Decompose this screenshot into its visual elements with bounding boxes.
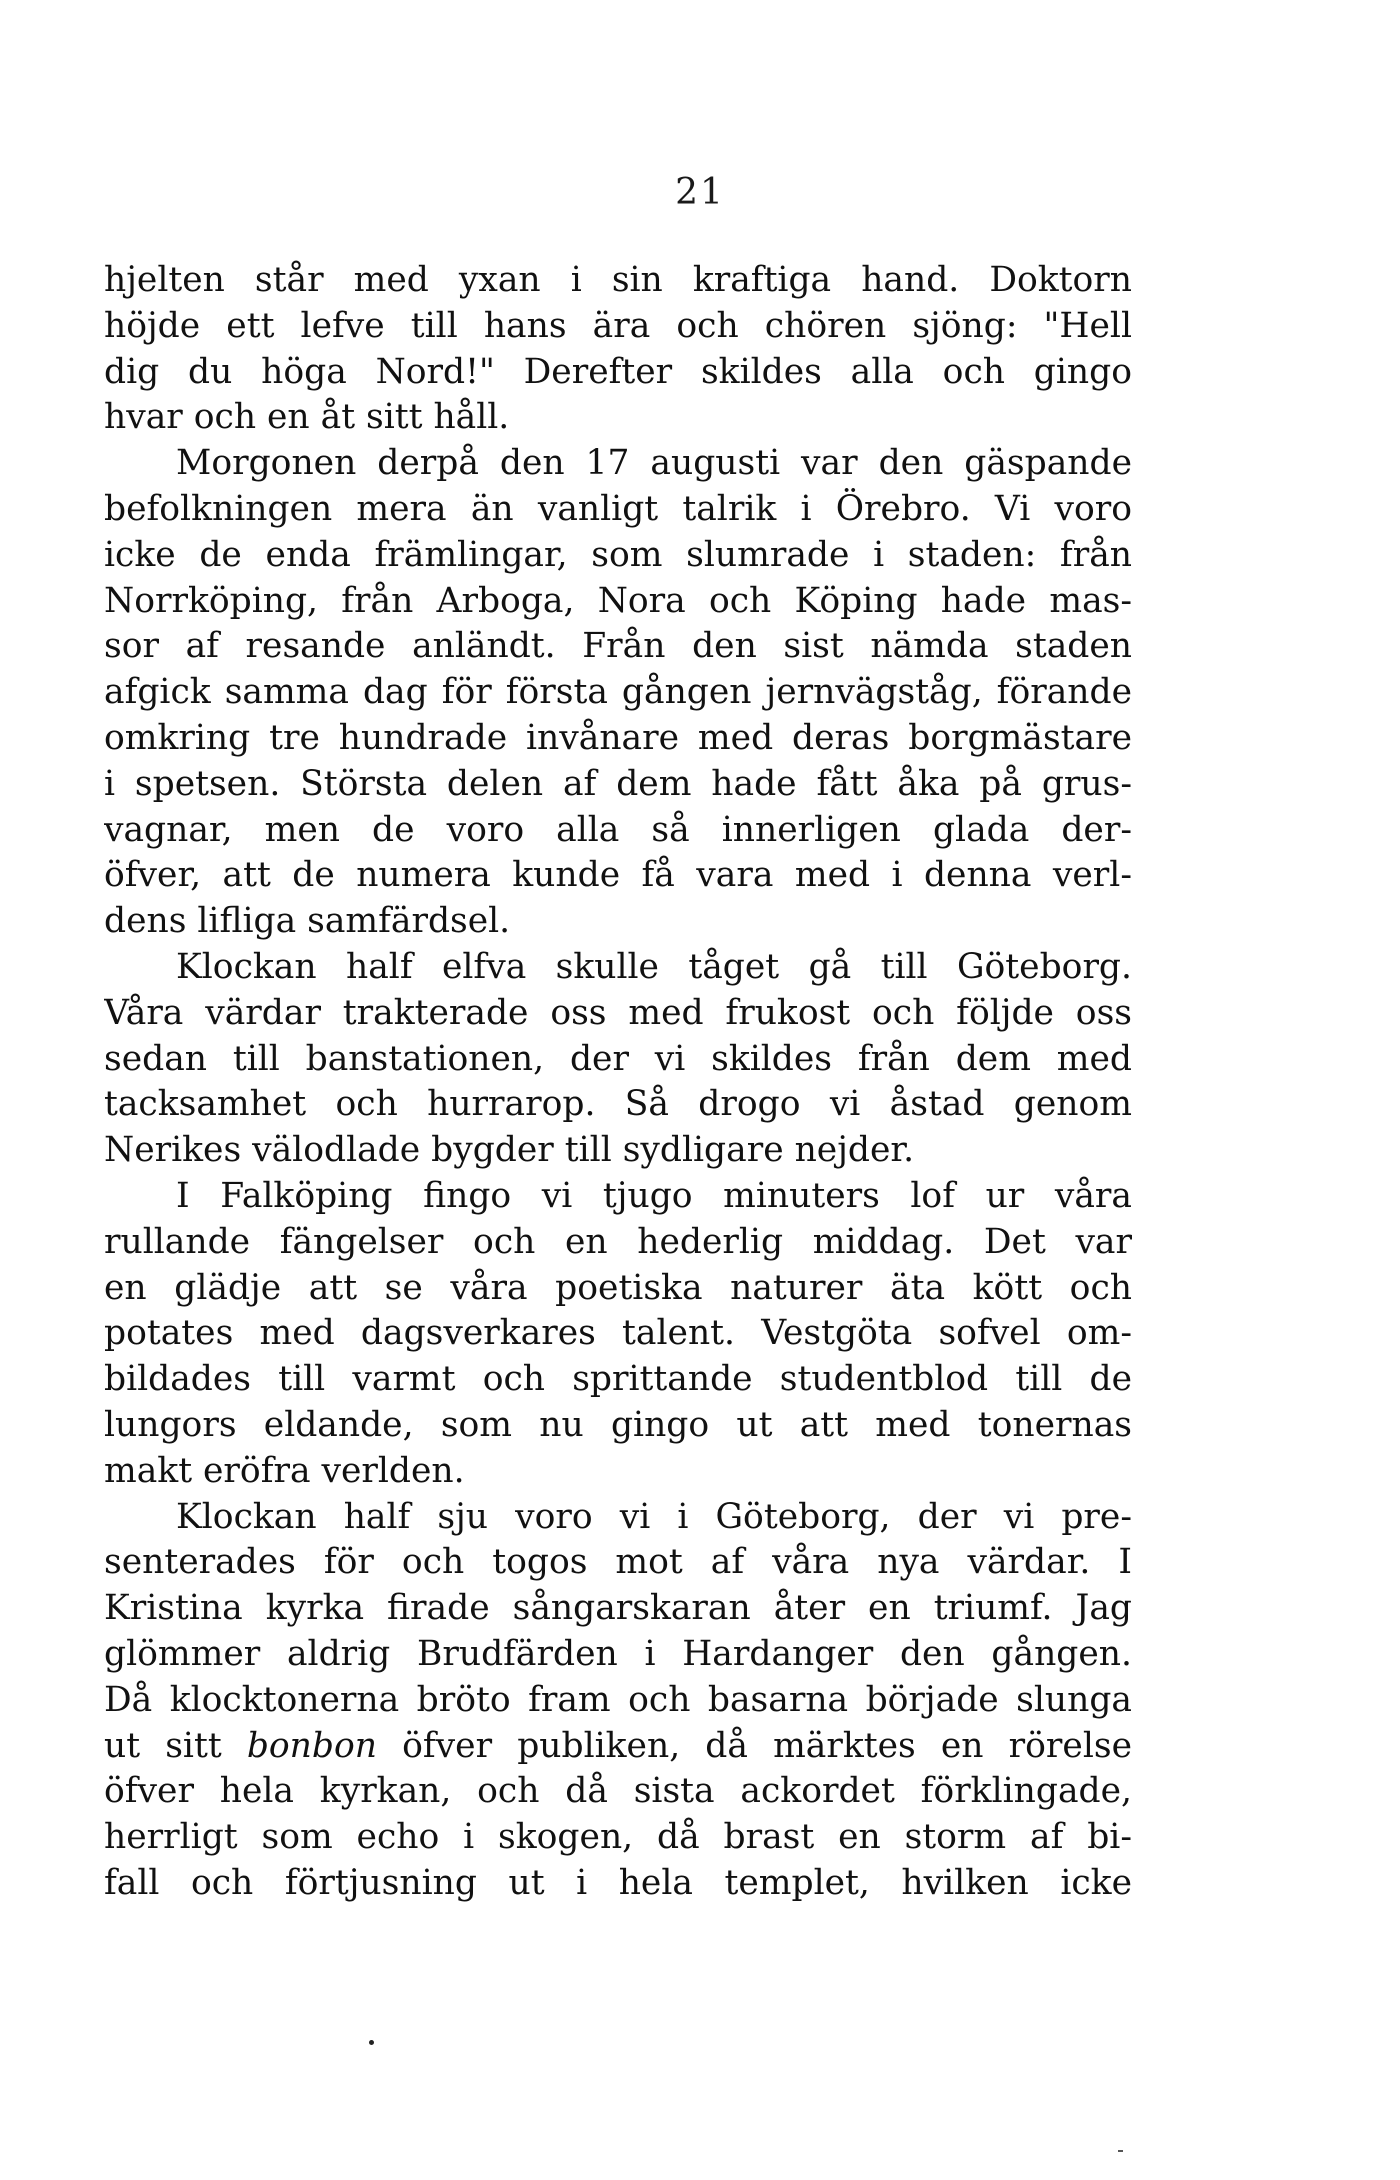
text-segment: öfver publiken, då märktes en rörelse bbox=[376, 1725, 1132, 1766]
text-line: dens lifliga samfärdsel. bbox=[104, 901, 511, 942]
text-segment: ut sitt bbox=[104, 1725, 247, 1766]
text-line: Klockan half sju voro vi i Göteborg, der vi pre- bbox=[176, 1496, 1132, 1537]
text-line: icke de enda främlingar, som slumrade i staden: från bbox=[104, 534, 1132, 575]
text-line: hvar och en åt sitt håll. bbox=[104, 397, 510, 438]
text-line: fall och förtjusning ut i hela templet, hvilken icke bbox=[104, 1862, 1132, 1903]
text-line: Då klocktonerna bröto fram och basarna började slunga bbox=[104, 1679, 1132, 1720]
text-line: sedan till banstationen, der vi skildes från dem med bbox=[104, 1038, 1132, 1079]
text-line: sor af resande anländt. Från den sist nämda staden bbox=[104, 626, 1132, 667]
text-line: en glädje att se våra poetiska naturer äta kött och bbox=[104, 1267, 1132, 1308]
text-line: öfver, att de numera kunde få vara med i denna verl- bbox=[104, 855, 1132, 896]
text-line: makt eröfra verlden. bbox=[104, 1450, 465, 1491]
text-line: lungors eldande, som nu gingo ut att med tonernas bbox=[104, 1404, 1132, 1445]
text-line: bildades till varmt och sprittande studentblod till de bbox=[104, 1359, 1132, 1400]
text-line: Morgonen derpå den 17 augusti var den gäspande bbox=[176, 443, 1132, 484]
text-line: senterades för och togos mot af våra nya värdar. I bbox=[104, 1542, 1132, 1583]
text-line: i spetsen. Största delen af dem hade fått åka på grus- bbox=[104, 763, 1132, 804]
text-line: öfver hela kyrkan, och då sista ackordet förklingade, bbox=[104, 1771, 1132, 1812]
text-line bbox=[104, 1724, 1132, 1770]
text-line: dig du höga Nord!" Derefter skildes alla och gingo bbox=[104, 351, 1132, 392]
body-text bbox=[104, 258, 1132, 1907]
text-line: herrligt som echo i skogen, då brast en storm af bi- bbox=[104, 1817, 1132, 1858]
text-line: vagnar, men de voro alla så innerligen glada der- bbox=[104, 809, 1132, 850]
text-line: rullande fängelser och en hederlig middag. Det var bbox=[104, 1221, 1132, 1262]
text-line: potates med dagsverkares talent. Vestgöta sofvel om- bbox=[104, 1313, 1132, 1354]
page-number: 21 bbox=[675, 172, 725, 213]
text-line: glömmer aldrig Brudfärden i Hardanger den gången. bbox=[104, 1633, 1132, 1674]
text-line: tacksamhet och hurrarop. Så drogo vi åstad genom bbox=[104, 1084, 1132, 1125]
text-line: omkring tre hundrade invånare med deras borgmästare bbox=[104, 717, 1132, 758]
text-line: höjde ett lefve till hans ära och chören sjöng: "Hell bbox=[104, 305, 1132, 346]
text-line: Klockan half elfva skulle tåget gå till Göteborg. bbox=[176, 946, 1132, 987]
italic-word: bonbon bbox=[246, 1725, 377, 1766]
text-line: Norrköping, från Arboga, Nora och Köping hade mas- bbox=[104, 580, 1132, 621]
text-line: Kristina kyrka firade sångarskaran åter en triumf. Jag bbox=[104, 1588, 1132, 1629]
text-line: afgick samma dag för första gången jernvägståg, förande bbox=[104, 672, 1132, 713]
text-line: Våra värdar trakterade oss med frukost och följde oss bbox=[104, 992, 1132, 1033]
text-line: Nerikes välodlade bygder till sydligare nejder. bbox=[104, 1130, 915, 1171]
text-line: befolkningen mera än vanligt talrik i Örebro. Vi voro bbox=[104, 488, 1132, 529]
text-line: hjelten står med yxan i sin kraftiga hand. Doktorn bbox=[104, 260, 1132, 300]
text-line: I Falköping fingo vi tjugo minuters lof ur våra bbox=[176, 1175, 1132, 1216]
print-speck bbox=[369, 2040, 374, 2045]
print-speck bbox=[1118, 2150, 1123, 2152]
